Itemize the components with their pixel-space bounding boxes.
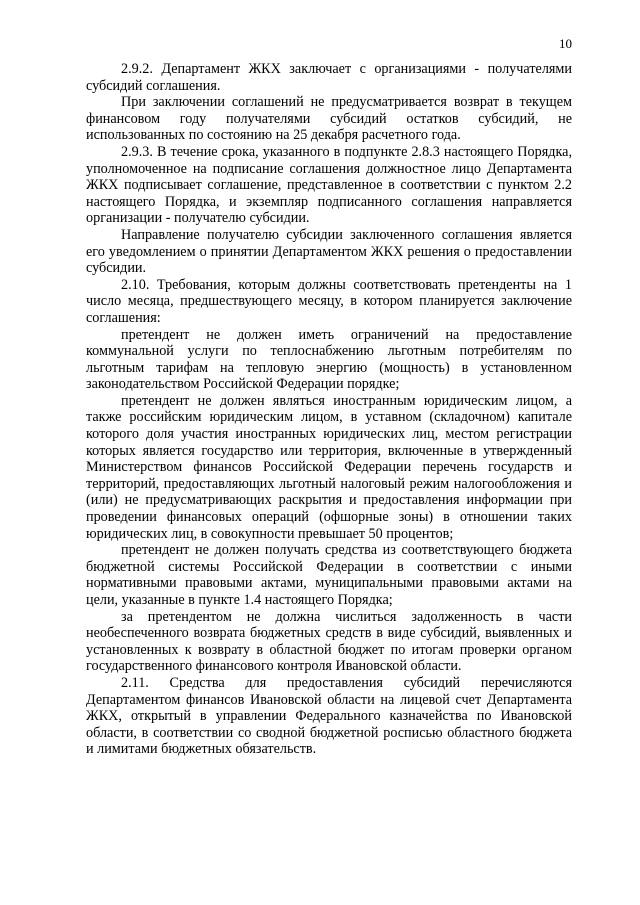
paragraph-no-return-of-balances: При заключении соглашений не предусматривается возврат в текущем финансовом году получателями субсидий остатков субсидий, не использованных по состоянию на 25 декабря расчетного года.: [86, 94, 572, 144]
requirement-no-other-budget-funds: претендент не должен получать средства из соответствующего бюджета бюджетной системы Российской Федерации в соответствии с иными нормативными правовыми актами, муниципальными правовыми актами на цели, указанные в пункте 1.4 настоящего Порядка;: [86, 542, 572, 608]
paragraph-2-9-3: 2.9.3. В течение срока, указанного в подпункте 2.8.3 настоящего Порядка, уполномоченное на подписание соглашения должностное лицо Департамента ЖКХ подписывает соглашение, представленное в соответствии с пунктом 2.2 настоящего Порядка, и экземпляр подписанного соглашения направляется организации - получателю субсидии.: [86, 143, 572, 227]
paragraph-2-11: 2.11. Средства для предоставления субсидий перечисляются Департаментом финансов Ивановской области на лицевой счет Департамента ЖКХ, открытый в управлении Федерального казначейства по Ивановской области, в соответствии со сводной бюджетной росписью областного бюджета и лимитами бюджетных обязательств.: [86, 674, 572, 758]
paragraph-agreement-notification: Направление получателю субсидии заключенного соглашения является его уведомлением о принятии Департаментом ЖКХ решения о предоставлении субсидии.: [86, 226, 572, 277]
document-body: [86, 61, 572, 758]
requirement-no-restrictions: претендент не должен иметь ограничений на предоставление коммунальной услуги по теплоснабжению льготным потребителям по льготным тарифам на тепловую энергию (мощность) в установленном законодательством Российской Федерации порядке;: [86, 326, 572, 393]
paragraph-2-9-2: 2.9.2. Департамент ЖКХ заключает с организациями - получателями субсидий соглашения.: [86, 61, 572, 94]
page-number: 10: [559, 36, 572, 51]
paragraph-2-10: 2.10. Требования, которым должны соответствовать претенденты на 1 число месяца, предшествующего месяцу, в котором планируется заключение соглашения:: [86, 276, 572, 326]
requirement-no-debt: за претендентом не должна числиться задолженность в части необеспеченного возврата бюджетных средств в виде субсидий, выявленных и установленных к возврату в областной бюджет по итогам проверки органом государственного финансового контроля Ивановской области.: [86, 608, 572, 675]
requirement-not-foreign-entity: претендент не должен являться иностранным юридическим лицом, а также российским юридическим лицом, в уставном (складочном) капитале которого доля участия иностранных юридических лиц, местом регистрации которых является государство или территория, включенные в утвержденный Министерством финансов Российской Федерации перечень государств и территорий, предоставляющих льготный налоговый режим налогообложения и (или) не предусматривающих раскрытия и предоставления информации при проведении финансовых операций (офшорные зоны) в отношении таких юридических лиц, в совокупности превышает 50 процентов;: [86, 392, 572, 542]
